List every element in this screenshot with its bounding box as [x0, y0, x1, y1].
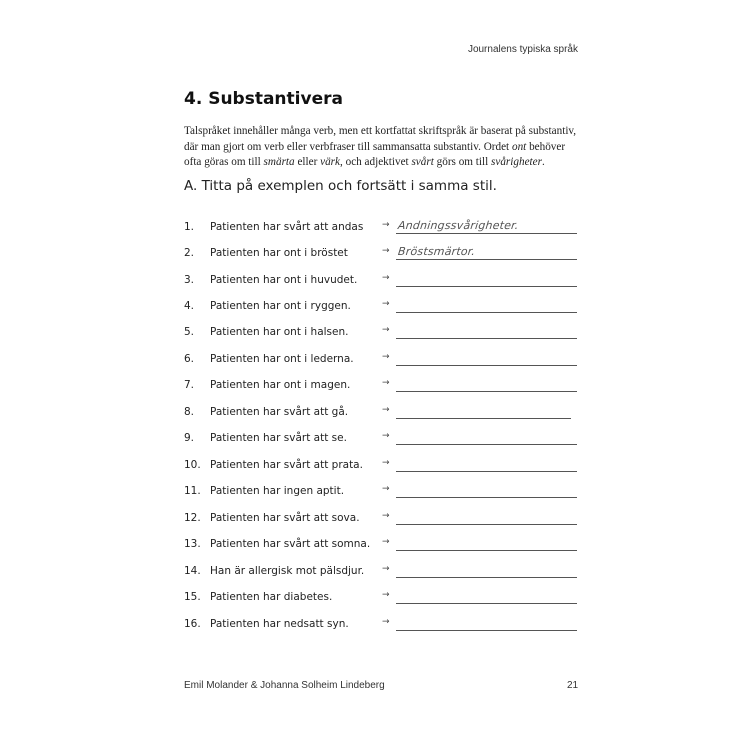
exercise-row	[0, 485, 750, 503]
item-prompt: Patienten har ont i magen.	[210, 379, 351, 391]
item-number: 12.	[184, 512, 201, 524]
item-number: 6.	[184, 353, 195, 365]
exercise-row	[0, 565, 750, 583]
answer-line[interactable]	[396, 524, 577, 525]
handwritten-answer: Bröstsmärtor.	[397, 245, 476, 258]
exercise-instruction: A. Titta på exemplen och fortsätt i samma stil.	[184, 178, 497, 194]
item-prompt: Patienten har svårt att somna.	[210, 538, 371, 550]
item-number: 15.	[184, 591, 201, 603]
intro-text: görs om till	[433, 156, 492, 168]
item-number: 3.	[184, 274, 195, 286]
exercise-row	[0, 459, 750, 477]
arrow-right-icon: →	[382, 299, 390, 309]
answer-line[interactable]	[396, 577, 577, 578]
answer-line[interactable]	[396, 365, 577, 366]
arrow-right-icon: →	[382, 246, 390, 256]
item-prompt: Patienten har svårt att prata.	[210, 459, 363, 471]
arrow-right-icon: →	[382, 537, 390, 547]
intro-text: behöver ofta göras om till	[184, 140, 566, 168]
arrow-right-icon: →	[382, 564, 390, 574]
arrow-right-icon: →	[382, 458, 390, 468]
exercise-row	[0, 379, 750, 397]
item-prompt: Patienten har svårt att andas	[210, 221, 364, 233]
exercise-row	[0, 538, 750, 556]
arrow-right-icon: →	[382, 325, 390, 335]
arrow-right-icon: →	[382, 431, 390, 441]
footer-authors: Emil Molander & Johanna Solheim Lindeberg	[184, 680, 385, 691]
item-prompt: Patienten har ont i ryggen.	[210, 300, 351, 312]
arrow-right-icon: →	[382, 590, 390, 600]
intro-text: Talspråket innehåller många verb, men ett kortfattat skriftspråk är baserat på substantiv, där man gjort om verb eller verbfraser till sammansatta substantiv. Ordet	[184, 125, 577, 153]
answer-line[interactable]	[396, 286, 577, 287]
exercise-row	[0, 618, 750, 636]
item-prompt: Patienten har ont i huvudet.	[210, 274, 358, 286]
item-number: 7.	[184, 379, 195, 391]
arrow-right-icon: →	[382, 220, 390, 230]
answer-line[interactable]	[396, 603, 577, 604]
answer-line[interactable]	[396, 233, 577, 234]
page-number: 21	[567, 680, 579, 691]
exercise-row	[0, 300, 750, 318]
exercise-row	[0, 406, 750, 424]
answer-line[interactable]	[396, 444, 577, 445]
intro-text: .	[541, 156, 545, 168]
intro-term-svarigheter: svårigheter	[491, 156, 542, 168]
item-number: 4.	[184, 300, 195, 312]
item-prompt: Patienten har ont i bröstet	[210, 247, 348, 259]
arrow-right-icon: →	[382, 352, 390, 362]
item-prompt: Patienten har svårt att se.	[210, 432, 347, 444]
arrow-right-icon: →	[382, 511, 390, 521]
arrow-right-icon: →	[382, 484, 390, 494]
intro-term-ont: ont	[511, 140, 527, 153]
item-number: 9.	[184, 432, 195, 444]
answer-line[interactable]	[396, 418, 571, 419]
running-header: Journalens typiska språk	[467, 44, 578, 55]
item-number: 5.	[184, 326, 195, 338]
exercise-row	[0, 432, 750, 450]
item-prompt: Patienten har ont i halsen.	[210, 326, 349, 338]
exercise-row	[0, 221, 750, 239]
answer-line[interactable]	[396, 471, 577, 472]
answer-line[interactable]	[396, 497, 577, 498]
item-prompt: Patienten har diabetes.	[210, 591, 333, 603]
arrow-right-icon: →	[382, 273, 390, 283]
intro-text: , och adjektivet	[340, 156, 412, 168]
item-number: 16.	[184, 618, 201, 630]
item-number: 10.	[184, 459, 201, 471]
item-number: 2.	[184, 247, 195, 259]
item-prompt: Patienten har ont i lederna.	[210, 353, 354, 365]
item-number: 13.	[184, 538, 201, 550]
answer-line[interactable]	[396, 312, 577, 313]
handwritten-answer: Andningssvårigheter.	[397, 219, 520, 232]
intro-term-vark: värk	[320, 156, 340, 168]
item-prompt: Patienten har ingen aptit.	[210, 485, 345, 497]
arrow-right-icon: →	[382, 378, 390, 388]
item-number: 14.	[184, 565, 201, 577]
item-prompt: Patienten har nedsatt syn.	[210, 618, 349, 630]
arrow-right-icon: →	[382, 617, 390, 627]
item-number: 1.	[184, 221, 195, 233]
item-number: 11.	[184, 485, 201, 497]
exercise-row	[0, 326, 750, 344]
answer-line[interactable]	[396, 550, 577, 551]
item-prompt: Patienten har svårt att sova.	[210, 512, 360, 524]
item-prompt: Han är allergisk mot pälsdjur.	[210, 565, 365, 577]
answer-line[interactable]	[396, 259, 577, 260]
exercise-row	[0, 591, 750, 609]
section-title: 4. Substantivera	[184, 89, 343, 109]
item-number: 8.	[184, 406, 195, 418]
intro-term-smarta: smärta	[263, 156, 295, 168]
answer-line[interactable]	[396, 391, 577, 392]
arrow-right-icon: →	[382, 405, 390, 415]
exercise-row	[0, 353, 750, 371]
exercise-row	[0, 512, 750, 530]
intro-text: eller	[294, 156, 321, 168]
exercise-row	[0, 247, 750, 265]
answer-line[interactable]	[396, 630, 577, 631]
answer-line[interactable]	[396, 338, 577, 339]
item-prompt: Patienten har svårt att gå.	[210, 406, 349, 418]
exercise-row	[0, 274, 750, 292]
intro-term-svart: svårt	[411, 156, 434, 168]
